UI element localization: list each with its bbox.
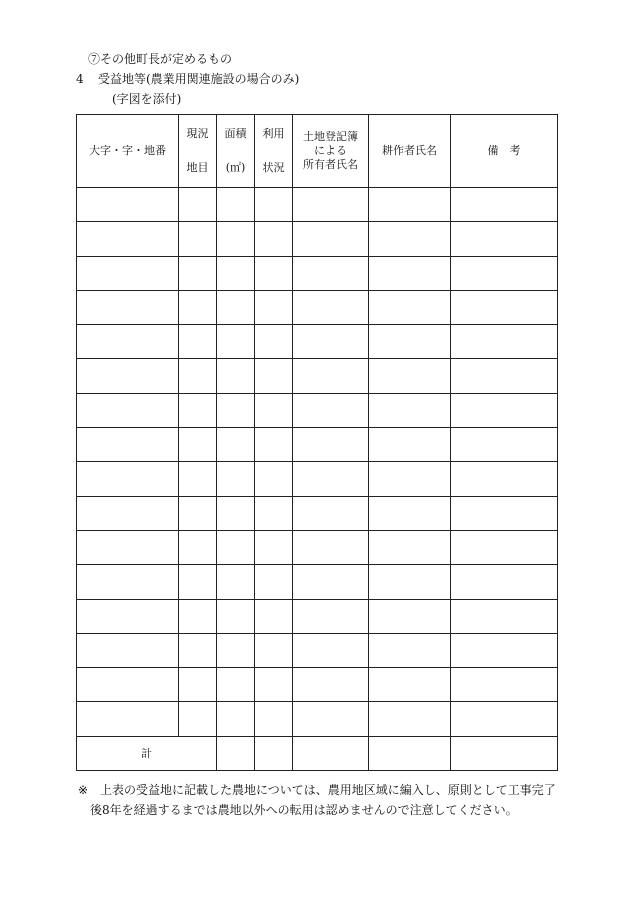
table-cell[interactable] bbox=[217, 393, 255, 427]
table-cell[interactable] bbox=[451, 256, 558, 290]
table-cell[interactable] bbox=[293, 496, 369, 530]
table-row bbox=[77, 496, 558, 530]
table-row bbox=[77, 256, 558, 290]
table-cell[interactable] bbox=[369, 633, 451, 667]
table-cell[interactable] bbox=[255, 290, 293, 324]
table-cell[interactable] bbox=[451, 188, 558, 222]
table-cell[interactable] bbox=[451, 325, 558, 359]
table-cell[interactable] bbox=[451, 702, 558, 736]
table-row bbox=[77, 565, 558, 599]
col-address: 大字・字・地番 bbox=[77, 115, 179, 188]
table-row bbox=[77, 428, 558, 462]
table-cell[interactable] bbox=[217, 290, 255, 324]
table-cell[interactable] bbox=[255, 188, 293, 222]
table-cell[interactable] bbox=[217, 633, 255, 667]
table-cell[interactable] bbox=[451, 359, 558, 393]
table-row bbox=[77, 188, 558, 222]
table-cell[interactable] bbox=[255, 565, 293, 599]
table-cell[interactable] bbox=[293, 188, 369, 222]
note-line-1: 上表の受益地に記載した農地については、農用地区域に編入し、原則として工事完了 bbox=[100, 783, 556, 797]
table-cell[interactable] bbox=[369, 668, 451, 702]
table-cell[interactable] bbox=[179, 599, 217, 633]
note-line-2: 後8年を経過するまでは農地以外への転用は認めませんので注意してください。 bbox=[90, 803, 518, 817]
table-cell[interactable] bbox=[77, 462, 179, 496]
table-cell[interactable] bbox=[179, 256, 217, 290]
table-cell[interactable] bbox=[255, 325, 293, 359]
table-cell[interactable] bbox=[293, 633, 369, 667]
table-cell[interactable] bbox=[217, 188, 255, 222]
table-cell[interactable] bbox=[255, 599, 293, 633]
table-cell[interactable] bbox=[255, 428, 293, 462]
table-row bbox=[77, 599, 558, 633]
table-row bbox=[77, 668, 558, 702]
table-cell[interactable] bbox=[179, 462, 217, 496]
table-row bbox=[77, 290, 558, 324]
table-row bbox=[77, 462, 558, 496]
beneficiary-land-table bbox=[76, 114, 558, 771]
table-cell[interactable] bbox=[451, 428, 558, 462]
table-cell[interactable] bbox=[179, 496, 217, 530]
table-cell[interactable] bbox=[179, 428, 217, 462]
table-cell[interactable] bbox=[255, 736, 293, 770]
table-cell[interactable] bbox=[451, 668, 558, 702]
table-cell[interactable] bbox=[217, 359, 255, 393]
table-cell[interactable] bbox=[451, 290, 558, 324]
table-cell[interactable] bbox=[217, 222, 255, 256]
table-cell[interactable] bbox=[77, 530, 179, 564]
table-header-row bbox=[77, 115, 558, 188]
table-cell[interactable] bbox=[217, 325, 255, 359]
table-cell[interactable] bbox=[179, 393, 217, 427]
table-cell[interactable] bbox=[77, 633, 179, 667]
table-cell[interactable] bbox=[77, 428, 179, 462]
table-cell[interactable] bbox=[451, 736, 558, 770]
table-cell[interactable] bbox=[179, 325, 217, 359]
table-cell[interactable] bbox=[179, 633, 217, 667]
table-cell[interactable] bbox=[77, 325, 179, 359]
col-use-status: 利用 状況 bbox=[255, 115, 293, 188]
table-cell[interactable] bbox=[451, 496, 558, 530]
table-row bbox=[77, 359, 558, 393]
table-cell[interactable] bbox=[293, 256, 369, 290]
table-cell[interactable] bbox=[369, 702, 451, 736]
table-cell[interactable] bbox=[255, 222, 293, 256]
table-cell[interactable] bbox=[217, 702, 255, 736]
table-cell[interactable] bbox=[255, 702, 293, 736]
table-cell[interactable] bbox=[451, 565, 558, 599]
table-cell[interactable] bbox=[255, 462, 293, 496]
table-cell[interactable] bbox=[369, 736, 451, 770]
table-cell[interactable] bbox=[293, 702, 369, 736]
table-cell[interactable] bbox=[451, 462, 558, 496]
table-cell[interactable] bbox=[179, 668, 217, 702]
table-cell[interactable] bbox=[217, 736, 255, 770]
section-number: 4 bbox=[76, 72, 84, 86]
table-cell[interactable] bbox=[179, 565, 217, 599]
table-cell[interactable] bbox=[217, 599, 255, 633]
table-cell[interactable] bbox=[255, 496, 293, 530]
table-cell[interactable] bbox=[369, 428, 451, 462]
table-cell[interactable] bbox=[293, 359, 369, 393]
table-cell[interactable] bbox=[293, 462, 369, 496]
table-cell[interactable] bbox=[77, 496, 179, 530]
table-cell[interactable] bbox=[369, 290, 451, 324]
total-label: 計 bbox=[77, 736, 217, 770]
table-cell[interactable] bbox=[451, 393, 558, 427]
table-cell[interactable] bbox=[369, 496, 451, 530]
total-row bbox=[77, 736, 558, 770]
table-cell[interactable] bbox=[179, 530, 217, 564]
table-cell[interactable] bbox=[369, 530, 451, 564]
table-cell[interactable] bbox=[451, 222, 558, 256]
table-cell[interactable] bbox=[293, 393, 369, 427]
table-cell[interactable] bbox=[77, 256, 179, 290]
table-cell[interactable] bbox=[217, 530, 255, 564]
table-cell[interactable] bbox=[179, 188, 217, 222]
table-cell[interactable] bbox=[77, 393, 179, 427]
table-cell[interactable] bbox=[179, 359, 217, 393]
attachment-note: (字図を添付) bbox=[112, 92, 182, 106]
table-row bbox=[77, 530, 558, 564]
table-cell[interactable] bbox=[369, 393, 451, 427]
col-registered-owner: 土地登記簿 による 所有者氏名 bbox=[293, 115, 369, 188]
table-cell[interactable] bbox=[255, 359, 293, 393]
section-4-heading bbox=[76, 71, 299, 87]
item-7-text: ⑦その他町長が定めるもの bbox=[88, 52, 233, 66]
table-cell[interactable] bbox=[77, 359, 179, 393]
table-cell[interactable] bbox=[217, 256, 255, 290]
table-cell[interactable] bbox=[293, 668, 369, 702]
table-cell[interactable] bbox=[369, 565, 451, 599]
table-cell[interactable] bbox=[255, 633, 293, 667]
col-area: 面積 (㎡) bbox=[217, 115, 255, 188]
table-row bbox=[77, 702, 558, 736]
table-cell[interactable] bbox=[255, 530, 293, 564]
table-cell[interactable] bbox=[217, 428, 255, 462]
table-cell[interactable] bbox=[369, 188, 451, 222]
table-row bbox=[77, 325, 558, 359]
table-cell[interactable] bbox=[255, 668, 293, 702]
table-cell[interactable] bbox=[179, 290, 217, 324]
col-current-category: 現況 地目 bbox=[179, 115, 217, 188]
table-row bbox=[77, 222, 558, 256]
table-cell[interactable] bbox=[369, 325, 451, 359]
table-cell[interactable] bbox=[293, 290, 369, 324]
table-cell[interactable] bbox=[77, 599, 179, 633]
table-cell[interactable] bbox=[293, 736, 369, 770]
table-cell[interactable] bbox=[293, 325, 369, 359]
table-cell[interactable] bbox=[217, 496, 255, 530]
table-cell[interactable] bbox=[369, 359, 451, 393]
table-row bbox=[77, 393, 558, 427]
table-cell[interactable] bbox=[77, 668, 179, 702]
table-cell[interactable] bbox=[77, 290, 179, 324]
table-cell[interactable] bbox=[451, 530, 558, 564]
section-title: 受益地等(農業用関連施設の場合のみ) bbox=[98, 72, 300, 86]
table-cell[interactable] bbox=[369, 599, 451, 633]
table-cell[interactable] bbox=[293, 565, 369, 599]
table-cell[interactable] bbox=[255, 393, 293, 427]
table-cell[interactable] bbox=[255, 256, 293, 290]
table-cell[interactable] bbox=[451, 633, 558, 667]
note-mark: ※ bbox=[78, 783, 89, 797]
table-cell[interactable] bbox=[77, 565, 179, 599]
table-cell[interactable] bbox=[217, 462, 255, 496]
table-cell[interactable] bbox=[293, 428, 369, 462]
table-cell[interactable] bbox=[293, 599, 369, 633]
table-cell[interactable] bbox=[293, 222, 369, 256]
table-cell[interactable] bbox=[369, 462, 451, 496]
table-cell[interactable] bbox=[369, 256, 451, 290]
table-row bbox=[77, 633, 558, 667]
table-cell[interactable] bbox=[77, 702, 179, 736]
table-cell[interactable] bbox=[217, 668, 255, 702]
table-cell[interactable] bbox=[77, 222, 179, 256]
table-cell[interactable] bbox=[217, 565, 255, 599]
table-cell[interactable] bbox=[77, 188, 179, 222]
table-cell[interactable] bbox=[179, 222, 217, 256]
col-remarks: 備 考 bbox=[451, 115, 558, 188]
table-cell[interactable] bbox=[451, 599, 558, 633]
table-cell[interactable] bbox=[293, 530, 369, 564]
col-cultivator: 耕作者氏名 bbox=[369, 115, 451, 188]
table-cell[interactable] bbox=[179, 702, 217, 736]
table-cell[interactable] bbox=[369, 222, 451, 256]
